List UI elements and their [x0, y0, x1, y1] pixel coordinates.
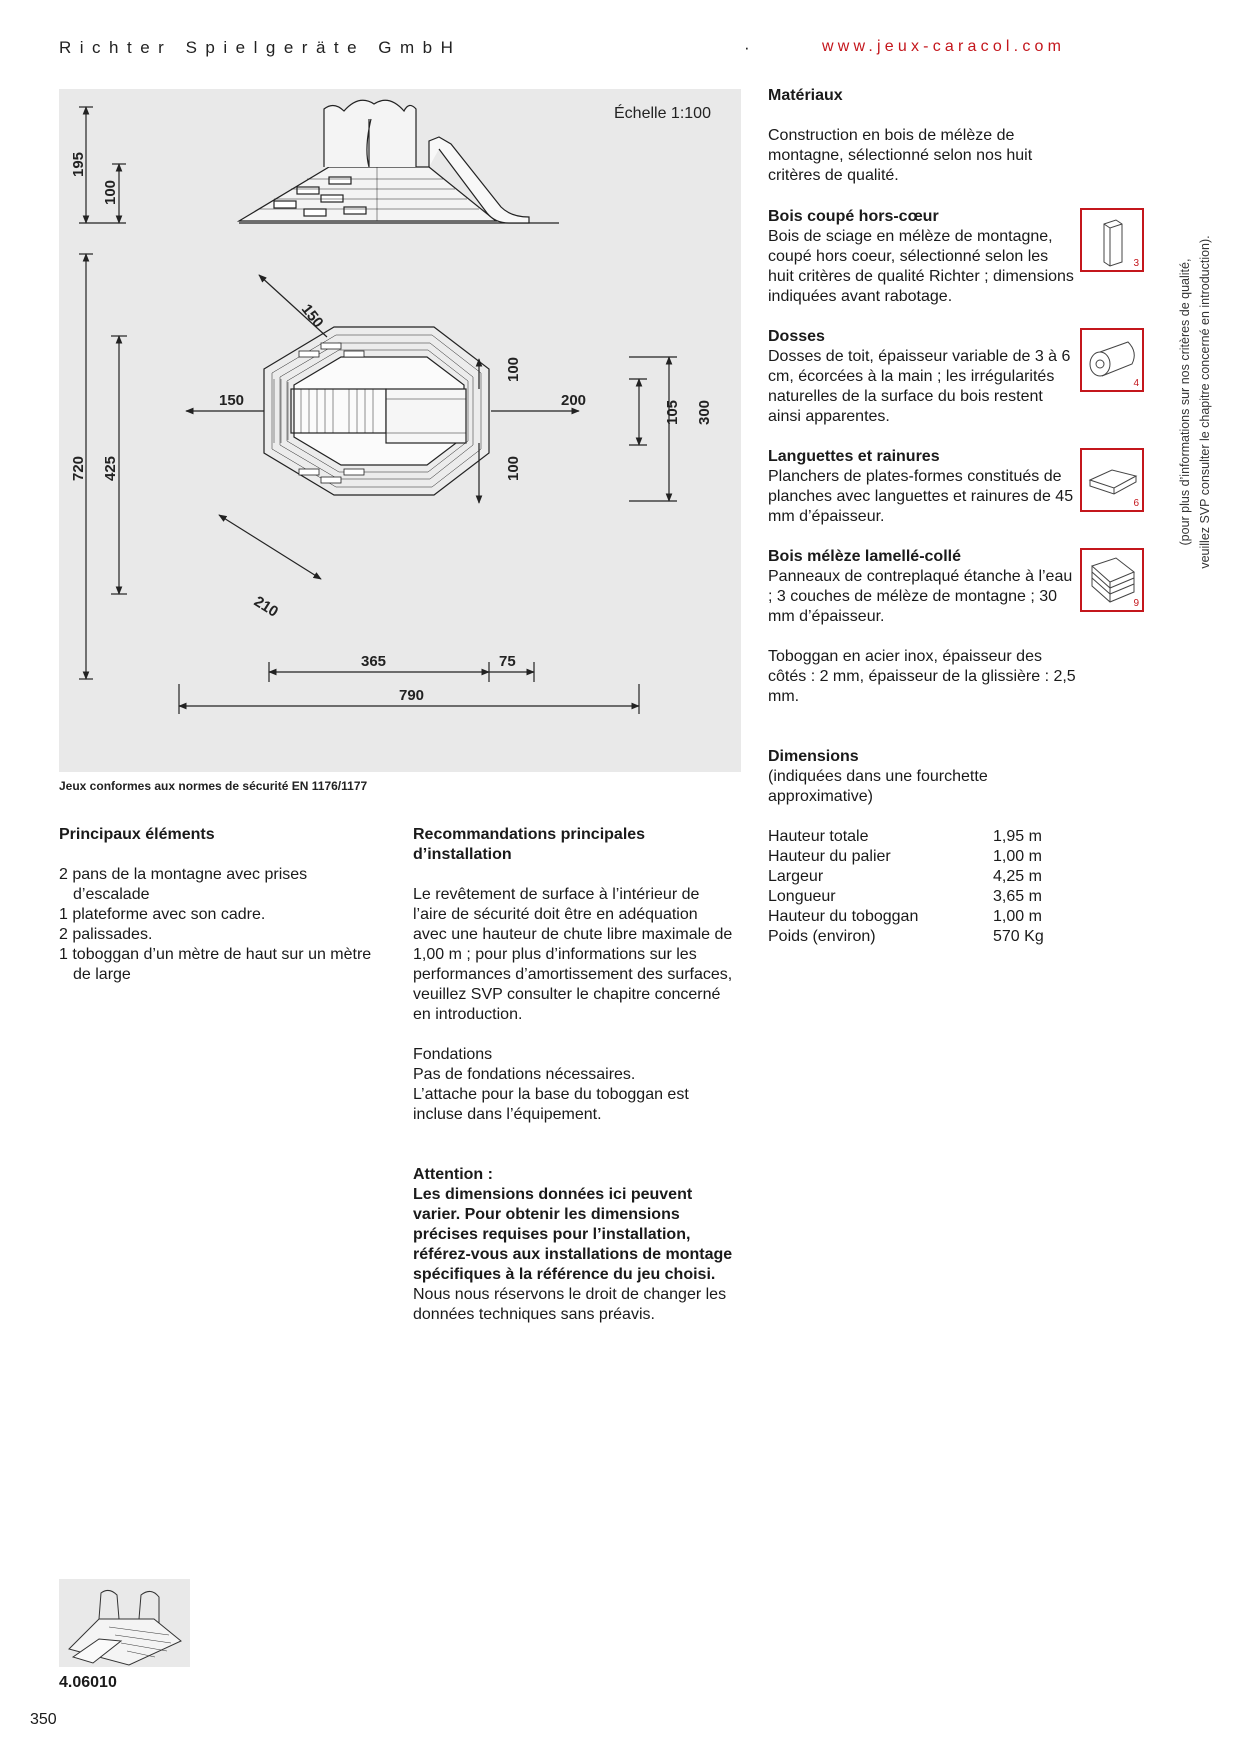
- technical-drawing: [59, 89, 741, 772]
- principal-elements-section: [59, 825, 379, 985]
- materials-intro: Construction en bois de mélèze de montagne, sélectionné selon nos huit critères de qualité.: [768, 127, 1033, 184]
- dim-slide-zone: 300: [696, 399, 713, 425]
- attention-warning: Les dimensions données ici peuvent varier. Pour obtenir les dimensions précises requises pour l’installation, référez-vous aux installations de montage spécifiques à la référence du jeu choisi.: [413, 1186, 733, 1283]
- dimension-value: 3,65 m: [993, 888, 1042, 905]
- table-row: [768, 887, 1044, 907]
- table-row: [768, 847, 1044, 867]
- quality-note-line: (pour plus d’informations sur nos critères de qualité,: [1178, 258, 1192, 546]
- material-title: Bois mélèze lamellé-collé: [768, 548, 961, 565]
- material-text: Dosses de toit, épaisseur variable de 3 à 6 cm, écorcées à la main ; les irrégularités naturelles de la surface du bois restent ainsi apparentes.: [768, 348, 1071, 425]
- header-company: Richter Spielgeräte GmbH: [59, 38, 462, 57]
- dim-width-main: 365: [361, 653, 387, 670]
- dim-slide-upper: 100: [505, 356, 522, 382]
- dimension-value: 1,95 m: [993, 828, 1042, 845]
- material-title: Languettes et rainures: [768, 448, 940, 465]
- material-title: Bois coupé hors-cœur: [768, 208, 939, 225]
- heartwood-free-timber-icon: [1080, 208, 1144, 272]
- attention-title: Attention :: [413, 1166, 493, 1183]
- product-thumbnail: [59, 1579, 190, 1667]
- table-row: [768, 927, 1044, 947]
- dim-overall-width: 790: [399, 687, 425, 704]
- material-title: Dosses: [768, 328, 825, 345]
- material-item: [768, 207, 1078, 307]
- dim-total-height: 195: [70, 151, 87, 177]
- log-slab-icon: [1080, 328, 1144, 392]
- installation-title: Recommandations principales d’installation: [413, 826, 646, 863]
- quality-criteria-note: [1175, 222, 1215, 582]
- dimension-label: Longueur: [768, 888, 836, 905]
- dimension-value: 570 Kg: [993, 928, 1044, 945]
- dimension-label: Hauteur du toboggan: [768, 908, 919, 925]
- dim-overall-depth: 720: [70, 455, 87, 481]
- list-item: 1 plateforme avec son cadre.: [59, 906, 266, 923]
- page-number: 350: [30, 1711, 57, 1728]
- plywood-panel-icon: [1080, 548, 1144, 612]
- dim-diag-bottom: 210: [250, 592, 282, 621]
- foundations-text: Pas de fondations nécessaires.: [413, 1066, 636, 1083]
- foundations-slide-text: L’attache pour la base du toboggan est incluse dans l’équipement.: [413, 1086, 689, 1123]
- material-item: [768, 447, 1078, 527]
- dim-slide-width: 105: [664, 399, 681, 425]
- table-row: [768, 827, 1044, 847]
- materials-title: Matériaux: [768, 87, 843, 104]
- icon-number: 9: [1133, 598, 1139, 609]
- material-text: Planchers de plates-formes constitués de planches avec languettes et rainures de 45 mm d’épaisseur.: [768, 468, 1074, 525]
- dim-left-clearance: 150: [219, 392, 245, 409]
- table-row: [768, 907, 1044, 927]
- dimension-label: Hauteur totale: [768, 828, 869, 845]
- list-item: 1 toboggan d’un mètre de haut sur un mètre de large: [59, 946, 372, 983]
- quality-note-line: veuillez SVP consulter le chapitre concerné en introduction).: [1198, 235, 1212, 569]
- table-row: [768, 867, 1044, 887]
- dim-inner-depth: 425: [102, 455, 119, 481]
- material-text: Panneaux de contreplaqué étanche à l’eau ; 3 couches de mélèze de montagne ; 30 mm d’épaisseur.: [768, 568, 1073, 625]
- scale-label: Échelle 1:100: [614, 105, 711, 122]
- principal-elements-title: Principaux éléments: [59, 826, 215, 843]
- header-website[interactable]: www.jeux-caracol.com: [822, 38, 1066, 55]
- dim-platform-height: 100: [102, 179, 119, 205]
- header-separator: ·: [744, 38, 759, 57]
- safety-norm-note: Jeux conformes aux normes de sécurité EN 1176/1177: [59, 779, 368, 793]
- slide-material-text: Toboggan en acier inox, épaisseur des côtés : 2 mm, épaisseur de la glissière : 2,5 mm.: [768, 648, 1076, 705]
- dimension-label: Largeur: [768, 868, 824, 885]
- dim-diag-top: 150: [297, 300, 327, 332]
- installation-section: [413, 825, 733, 1325]
- dimension-value: 1,00 m: [993, 908, 1042, 925]
- plan-and-elevation-drawing: [59, 89, 741, 772]
- dimension-value: 4,25 m: [993, 868, 1042, 885]
- list-item: 2 palissades.: [59, 926, 153, 943]
- materials-section: [768, 86, 1078, 186]
- dim-slide-lower: 100: [505, 455, 522, 481]
- dim-slide-clearance: 200: [561, 392, 587, 409]
- attention-disclaimer: Nous nous réservons le droit de changer les données techniques sans préavis.: [413, 1286, 727, 1323]
- dimension-label: Poids (environ): [768, 928, 876, 945]
- material-item: [768, 547, 1078, 627]
- icon-number: 4: [1133, 378, 1139, 389]
- dimension-value: 1,00 m: [993, 848, 1042, 865]
- dimensions-subtitle: (indiquées dans une fourchette approximative): [768, 768, 988, 805]
- dim-width-slide: 75: [499, 653, 516, 670]
- material-item: [768, 327, 1078, 427]
- principal-elements-list: [59, 865, 379, 985]
- tongue-groove-board-icon: [1080, 448, 1144, 512]
- icon-number: 6: [1133, 498, 1139, 509]
- dimensions-section: [768, 747, 1078, 947]
- dimension-label: Hauteur du palier: [768, 848, 891, 865]
- list-item: 2 pans de la montagne avec prises d’escalade: [59, 866, 308, 903]
- foundations-title: Fondations: [413, 1046, 493, 1063]
- plan-view: [264, 327, 489, 495]
- material-text: Bois de sciage en mélèze de montagne, coupé hors coeur, sélectionné selon les huit critères de qualité Richter ; dimensions indiquées avant rabotage.: [768, 228, 1074, 305]
- product-code: 4.06010: [59, 1674, 117, 1691]
- elevation-view: [239, 100, 559, 223]
- dimensions-title: Dimensions: [768, 748, 859, 765]
- installation-surface-text: Le revêtement de surface à l’intérieur de l’aire de sécurité doit être en adéquation avec une hauteur de chute libre maximale de 1,00 m ; pour plus d’informations sur les performances d’amortissement des surfaces, veuillez SVP consulter le chapitre concerné en introduction.: [413, 886, 733, 1023]
- dimensions-table: [768, 827, 1044, 947]
- icon-number: 3: [1133, 258, 1139, 269]
